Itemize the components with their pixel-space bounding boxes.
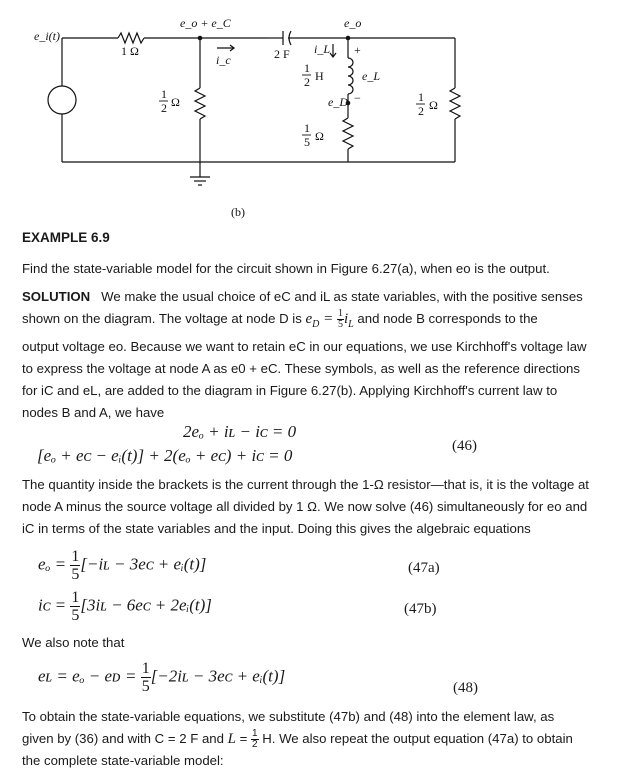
r5-num: 1 (304, 121, 310, 135)
paragraph-3 (22, 706, 626, 772)
eq46-line1: 2eₒ + iʟ − iᴄ = 0 (183, 422, 297, 441)
example-heading: EXAMPLE 6.9 (22, 230, 110, 245)
eq47b: iᴄ = $\frac{1}{5}$ [3iʟ − 6eᴄ + 2eᵢ(t)] (38, 589, 212, 624)
rr-ohm: Ω (429, 98, 438, 112)
node-a-dot (198, 36, 203, 41)
el-label: e_L (362, 69, 380, 83)
r5-ohm: Ω (315, 129, 324, 143)
solution-line-4: to express the voltage at node A as e0 + eC. These symbols, as well as the reference directions (22, 361, 580, 376)
solution-text-2b: and node B corresponds to the (357, 311, 538, 326)
circuit-diagram (0, 0, 634, 219)
ind-half-den: 2 (304, 75, 310, 89)
solution-line-6: nodes B and A, we have (22, 405, 165, 420)
intro-text: Find the state-variable model for the circuit shown in Figure 6.27(a), when eo is the output. (22, 261, 550, 276)
solution-line-2 (22, 308, 626, 336)
para3-line-1: To obtain the state-variable equations, we substitute (47b) and (48) into the element law, as (22, 709, 555, 724)
plus-sign: + (354, 43, 361, 57)
node-b-label: e_o (344, 16, 362, 30)
rl-ohm: Ω (171, 95, 180, 109)
cap-label: 2 F (274, 47, 290, 61)
eq48: eʟ = eₒ − eᴅ = $\frac{1}{5}$ [−2iʟ − 3eᴄ + eᵢ(t)] (38, 660, 286, 695)
para2-line-3: iC in terms of the state variables and the input. Doing this gives the algebraic equations (22, 521, 531, 536)
rl-half-num: 1 (161, 87, 167, 101)
ed-label: e_D (328, 95, 348, 109)
ed-inline-eq: $e_D$ = $\frac{1}{5}$ $i_L$ (305, 308, 354, 331)
solution-line-3: output voltage eo. Because we want to retain eC in our equations, we use Kirchhoff's voltage law (22, 339, 587, 354)
para2-line-1: The quantity inside the brackets is the current through the 1-Ω resistor—that is, it is the voltage at (22, 477, 589, 492)
para3-line-2: given by (36) and with C = 2 F and L = $\frac{1}{2}$ H. We also repeat the output equation (47a) to obtain (22, 728, 573, 751)
ind-half-num: 1 (304, 61, 310, 75)
r5-den: 5 (304, 135, 310, 149)
r1-label: 1 Ω (121, 44, 139, 58)
node-a-label: e_o + e_C (180, 16, 231, 30)
figure-caption: (b) (231, 205, 245, 219)
rr-half-den: 2 (418, 104, 424, 118)
source-label: e_i(t) (34, 29, 60, 43)
paragraph-2 (22, 474, 626, 540)
note-text: We also note that (22, 635, 125, 650)
para3-line-3: the complete state-variable model: (22, 753, 224, 769)
ind-value: H (315, 69, 324, 83)
solution-text-2a: shown on the diagram. The voltage at node D is (22, 311, 302, 326)
eq46-line2: [eₒ + eᴄ − eᵢ(t)] + 2(eₒ + eᴄ) + iᴄ = 0 (37, 446, 293, 465)
eq47a-number: (47a) (408, 560, 440, 576)
rl-half-den: 2 (161, 101, 167, 115)
eq47b-number: (47b) (404, 601, 437, 617)
solution-text-1: We make the usual choice of eC and iL as state variables, with the positive senses (101, 289, 583, 304)
node-b-dot (346, 36, 351, 41)
solution-line-5: for iC and eL, are added to the diagram in Figure 6.27(b). Applying Kirchhoff's current law to (22, 383, 558, 398)
eq48-number: (48) (453, 680, 478, 696)
solution-paragraph (22, 286, 626, 424)
il-label: i_L (314, 42, 331, 56)
para2-line-2: node A minus the source voltage all divided by 1 Ω. We now solve (46) simultaneously for eo and (22, 499, 588, 514)
solution-line-1 (22, 286, 626, 308)
inductance-symbol: L (227, 731, 236, 747)
minus-sign: − (354, 91, 361, 105)
rr-half-num: 1 (418, 90, 424, 104)
ic-label: i_c (216, 53, 231, 67)
eq47a: eₒ = $\frac{1}{5}$ [−iʟ − 3eᴄ + eᵢ(t)] (38, 548, 207, 583)
half-fraction: $\frac{1}{2}$ (252, 728, 258, 751)
solution-label: SOLUTION (22, 289, 91, 304)
eq46-number: (46) (452, 438, 477, 454)
